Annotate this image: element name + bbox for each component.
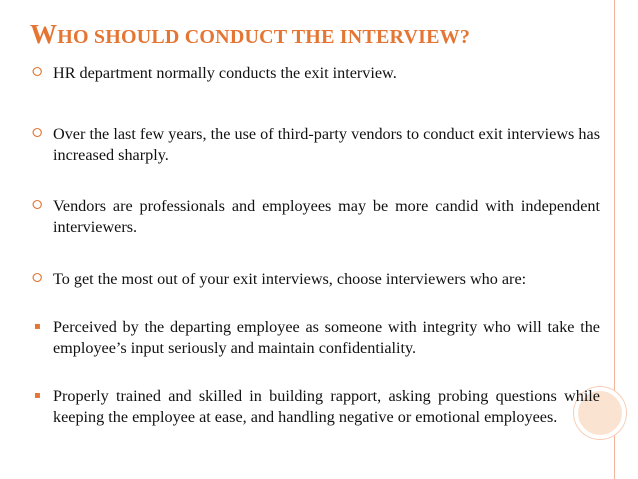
ring-bullet-icon: ⭘ (32, 271, 43, 286)
square-bullet-icon: ▪ (34, 321, 41, 332)
ring-bullet-icon: ⭘ (32, 126, 43, 141)
square-bullet-icon: ▪ (34, 390, 41, 401)
title-initial: W (30, 19, 58, 49)
bullet-text: Over the last few years, the use of third-party vendors to conduct exit interviews has increased sharply. (53, 125, 600, 164)
title-rest: HO SHOULD CONDUCT THE INTERVIEW? (57, 26, 471, 48)
bullet-text: Perceived by the departing employee as someone with integrity who will take the employee’s input seriously and maintain confidentiality. (53, 318, 600, 357)
bullet-text: Properly trained and skilled in building rapport, asking probing questions while keeping the employee at ease, and handling negative or emotional employees. (53, 387, 600, 426)
bullet-text: HR department normally conducts the exit interview. (53, 64, 397, 82)
bullet-text: To get the most out of your exit interviews, choose interviewers who are: (53, 270, 527, 288)
ring-bullet-icon: ⭘ (32, 198, 43, 213)
bullet-text: Vendors are professionals and employees may be more candid with independent interviewers. (53, 197, 600, 236)
ring-bullet-icon: ⭘ (32, 65, 43, 80)
